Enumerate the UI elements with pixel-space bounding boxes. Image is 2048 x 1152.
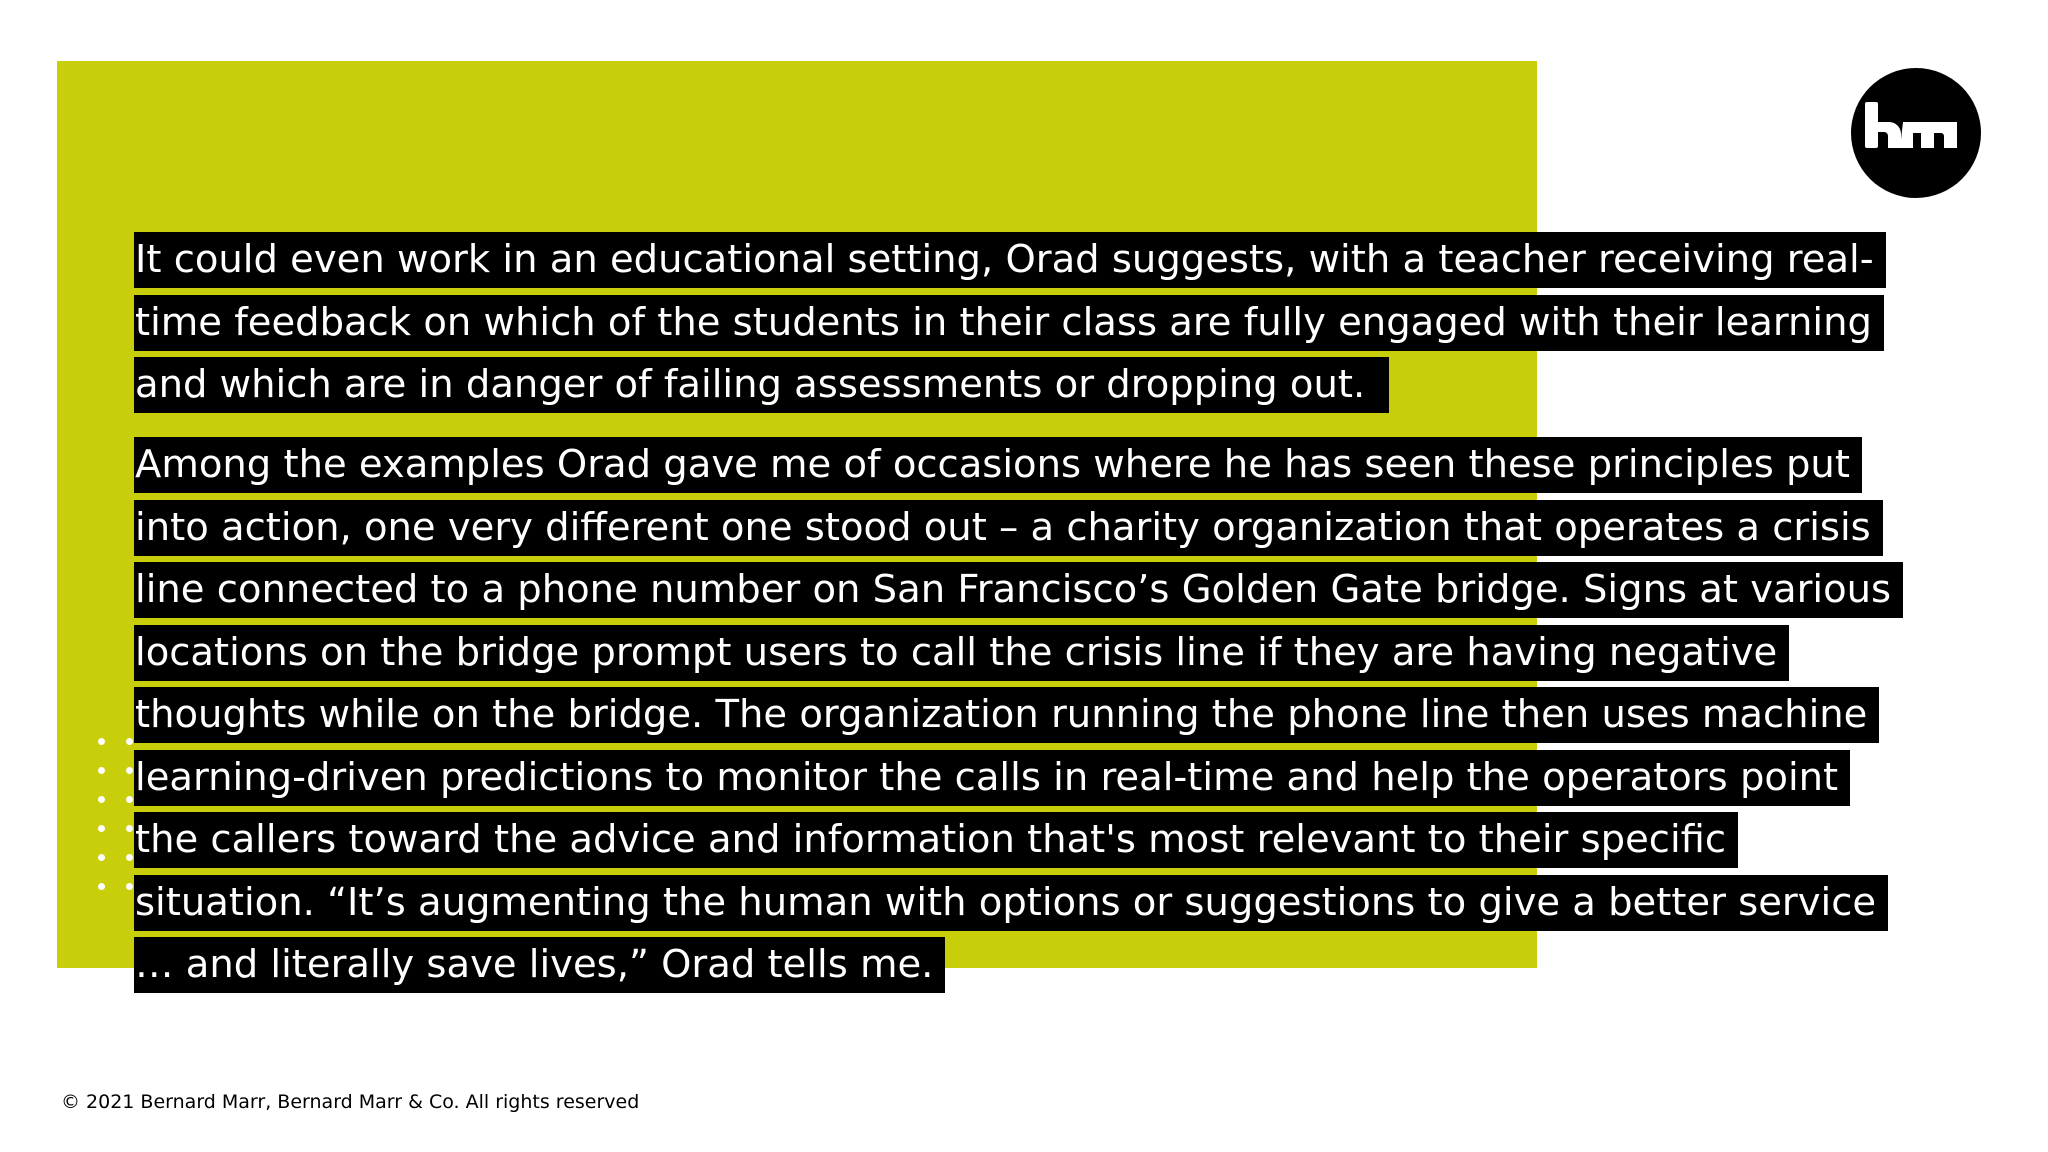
text-line: situation. “It’s augmenting the human with options or suggestions to give a better service xyxy=(134,875,1888,931)
body-text xyxy=(134,232,1934,1000)
text-line: thoughts while on the bridge. The organization running the phone line then uses machine xyxy=(134,687,1879,743)
dot xyxy=(98,825,105,832)
paragraph-education xyxy=(134,232,1934,413)
text-line: locations on the bridge prompt users to call the crisis line if they are having negative xyxy=(134,625,1789,681)
dot xyxy=(126,883,133,890)
bm-logo-icon xyxy=(1851,68,1981,198)
text-line: Among the examples Orad gave me of occasions where he has seen these principles put xyxy=(134,437,1862,493)
text-line: … and literally save lives,” Orad tells me. xyxy=(134,937,945,993)
dot xyxy=(126,796,133,803)
text-line: It could even work in an educational setting, Orad suggests, with a teacher receiving real- xyxy=(134,232,1886,288)
dot xyxy=(126,738,133,745)
dot xyxy=(98,883,105,890)
decorative-dots xyxy=(92,735,140,895)
dot xyxy=(126,854,133,861)
text-line: into action, one very different one stood out – a charity organization that operates a crisis xyxy=(134,500,1883,556)
dot xyxy=(98,854,105,861)
dot xyxy=(98,767,105,774)
bm-logo-glyph xyxy=(1851,68,1981,198)
text-line: and which are in danger of failing assessments or dropping out. xyxy=(134,357,1389,413)
text-line: line connected to a phone number on San Francisco’s Golden Gate bridge. Signs at various xyxy=(134,562,1903,618)
paragraph-crisis-line xyxy=(134,437,1934,993)
text-line: time feedback on which of the students in their class are fully engaged with their learning xyxy=(134,295,1884,351)
text-line: learning-driven predictions to monitor the calls in real-time and help the operators point xyxy=(134,750,1850,806)
dot xyxy=(126,825,133,832)
dot xyxy=(126,767,133,774)
copyright-footer: © 2021 Bernard Marr, Bernard Marr & Co. All rights reserved xyxy=(61,1091,640,1113)
dot xyxy=(98,796,105,803)
text-line: the callers toward the advice and information that's most relevant to their specific xyxy=(134,812,1738,868)
dot xyxy=(98,738,105,745)
